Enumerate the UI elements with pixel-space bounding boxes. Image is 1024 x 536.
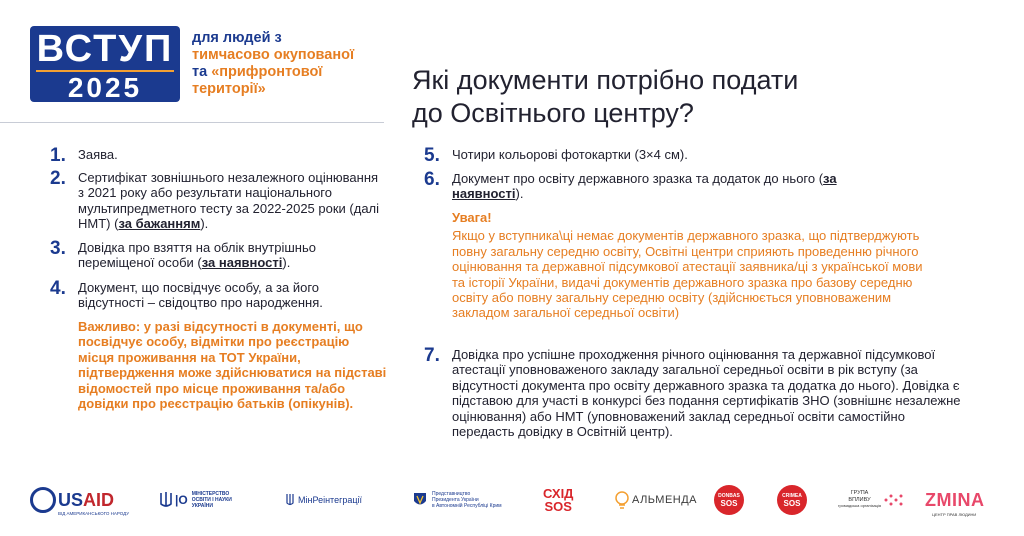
skhid-sos-logo [543,478,573,522]
hrupa-line-3: громадська організація [838,503,882,509]
item-number: 1. [50,145,66,166]
hrupa-line-1: ГРУПА [850,490,869,497]
skhid-line-2: SOS [544,499,572,514]
item-emphasis: за бажанням [118,216,201,232]
page-title-line-2: до Освітнього центру? [412,98,694,128]
partner-logos [0,478,1024,536]
trident-icon [160,491,172,509]
trident-icon [286,493,294,507]
item-text-before: Документ про освіту державного зразка та додаток до нього ( [452,171,824,186]
usaid-wordmark [58,490,114,511]
item-text-after: ). [515,186,524,202]
crest-icon [412,491,428,509]
attention-text: Якщо у вступника\ці немає документів державного зразка, що підтверджують повну загальну середню освіту, Освітні центри сприяють проведенню річного оцінювання та державної підсумкової атестації заявника/ці з української мови та історії України, видачі документів державного зразка про базову середню освіту або повну загальну середню освіту (здійснюється уповноваженим закладом загальної середньої освіти) [452,228,923,321]
important-note: Важливо: у разі відсутності в документі, що посвідчує особу, відмітки про реєстрацію місця проживання на ТОТ України, підтвердження може здійснюватися на підставі відомостей про місце проживання та/або довідки про реєстрацію батьків (опікунів). [78,319,387,412]
tagline-line-2: тимчасово окупованої [192,47,355,63]
item-emphasis: за наявності [201,255,283,271]
item-text: Документ, що посвідчує особу, а за його відсутності – свідоцтво про народження. [78,280,323,311]
item-text-after: ). [282,255,291,271]
list-item-6 [424,171,984,205]
usaid-aid: AID [83,489,115,510]
almenda-logo [612,478,697,522]
donbas-line-2: SOS [720,499,738,508]
hrupa-text [838,490,881,510]
representative-text [432,491,502,509]
item-text [78,240,368,271]
zmina-subtitle: ЦЕНТР ПРАВ ЛЮДИНИ [932,512,977,517]
hrupa-vplyvu-logo [838,478,907,522]
dots-icon [883,492,907,508]
crimea-sos-logo [777,478,807,522]
usaid-caption: ВІД АМЕРИКАНСЬКОГО НАРОДУ [58,511,130,516]
item-emphasis: за наявності [452,171,837,202]
logo-title: ВСТУП [36,28,174,70]
donbas-line-1: DONBAS [718,493,740,499]
tagline-line-4: території» [192,81,266,97]
crimea-sos-badge [777,485,807,515]
item-text-before: Сертифікат зовнішнього незалежного оцінювання з 2021 року або результати національного мультипредметного тесту за 2022-2025 роки (далі НМТ) ( [78,170,380,232]
donbas-sos-badge [714,485,744,515]
item-text: Заява. [78,147,118,162]
list-item-5 [424,147,984,165]
page-title [412,64,932,130]
crimea-line-2: SOS [783,499,801,508]
tagline-line-3 [192,64,392,81]
zmina-wordmark: ZMINA [925,489,985,510]
lightbulb-icon [612,489,632,511]
list-item-4 [50,280,380,314]
item-number: 5. [424,145,440,166]
usaid-us: US [58,489,84,510]
item-number: 6. [424,169,440,190]
list-item-1 [50,147,380,165]
crimea-line-1: CRIMEA [782,493,802,499]
item-number: 7. [424,345,440,366]
header-tagline [192,30,392,98]
tagline-line-3-rest: «прифронтової [211,64,323,80]
item-text [78,170,384,232]
item-text: Довідка про успішне проходження річного оцінювання та державної підсумкової атестації уповноваженого закладу загальної середньої освіти в рік вступу (за відсутності документа про освіту державного зразка та додатка до нього). Довідка є підставою для участі в конкурсі без подання сертифікатів ЗНО (зовнішнє незалежне оцінювання) або НМТ (уповноважений заклад середньої освіти самостійно передасть довідку в Освітній центр). [452,347,961,440]
representative-line-2: Президента України [432,497,479,503]
attention-title: Увага! [452,210,492,225]
header-divider [0,122,384,123]
representative-line-3: в Автономній Республіці Крим [432,503,502,509]
almenda-text: АЛЬМЕНДА [632,494,698,506]
list-item-3 [50,240,380,274]
item-text [452,171,892,202]
mon-mark: |О [175,493,188,507]
item-number: 3. [50,238,66,259]
vstup-logo [30,26,180,102]
mon-line-2: ОСВІТИ І НАУКИ [191,497,232,503]
donbas-sos-logo [714,478,744,522]
representative-line-1: Представництво [432,491,471,497]
skhid-line-1: СХІД [543,486,574,501]
minreint-logo [286,478,362,522]
item-text-before: Довідка про взяття на облік внутрішньо переміщеної особи ( [78,240,316,271]
tagline-line-3-prefix: та [192,64,208,80]
item-number: 2. [50,168,66,189]
list-item-2 [50,170,380,234]
mon-line-3: УКРАЇНИ [191,503,213,509]
item-text: Чотири кольорові фотокартки (3×4 см). [452,147,688,162]
attention-note [452,210,930,321]
page-title-line-1: Які документи потрібно подати [412,65,799,95]
minreint-text: МінРеінтеграції [298,495,363,505]
mon-logo [160,478,232,522]
representative-logo [412,478,502,522]
item-number: 4. [50,278,66,299]
tagline-line-1: для людей з [192,30,282,46]
usaid-seal-icon [30,487,56,513]
mon-line-1: МІНІСТЕРСТВО [191,491,230,497]
item-text-after: ). [200,216,209,232]
hrupa-line-2: ВПЛИВУ [848,496,871,503]
list-item-7 [424,347,984,457]
logo-year: 2025 [67,72,143,103]
mon-text [192,491,232,509]
skhid-sos-text [543,487,573,513]
